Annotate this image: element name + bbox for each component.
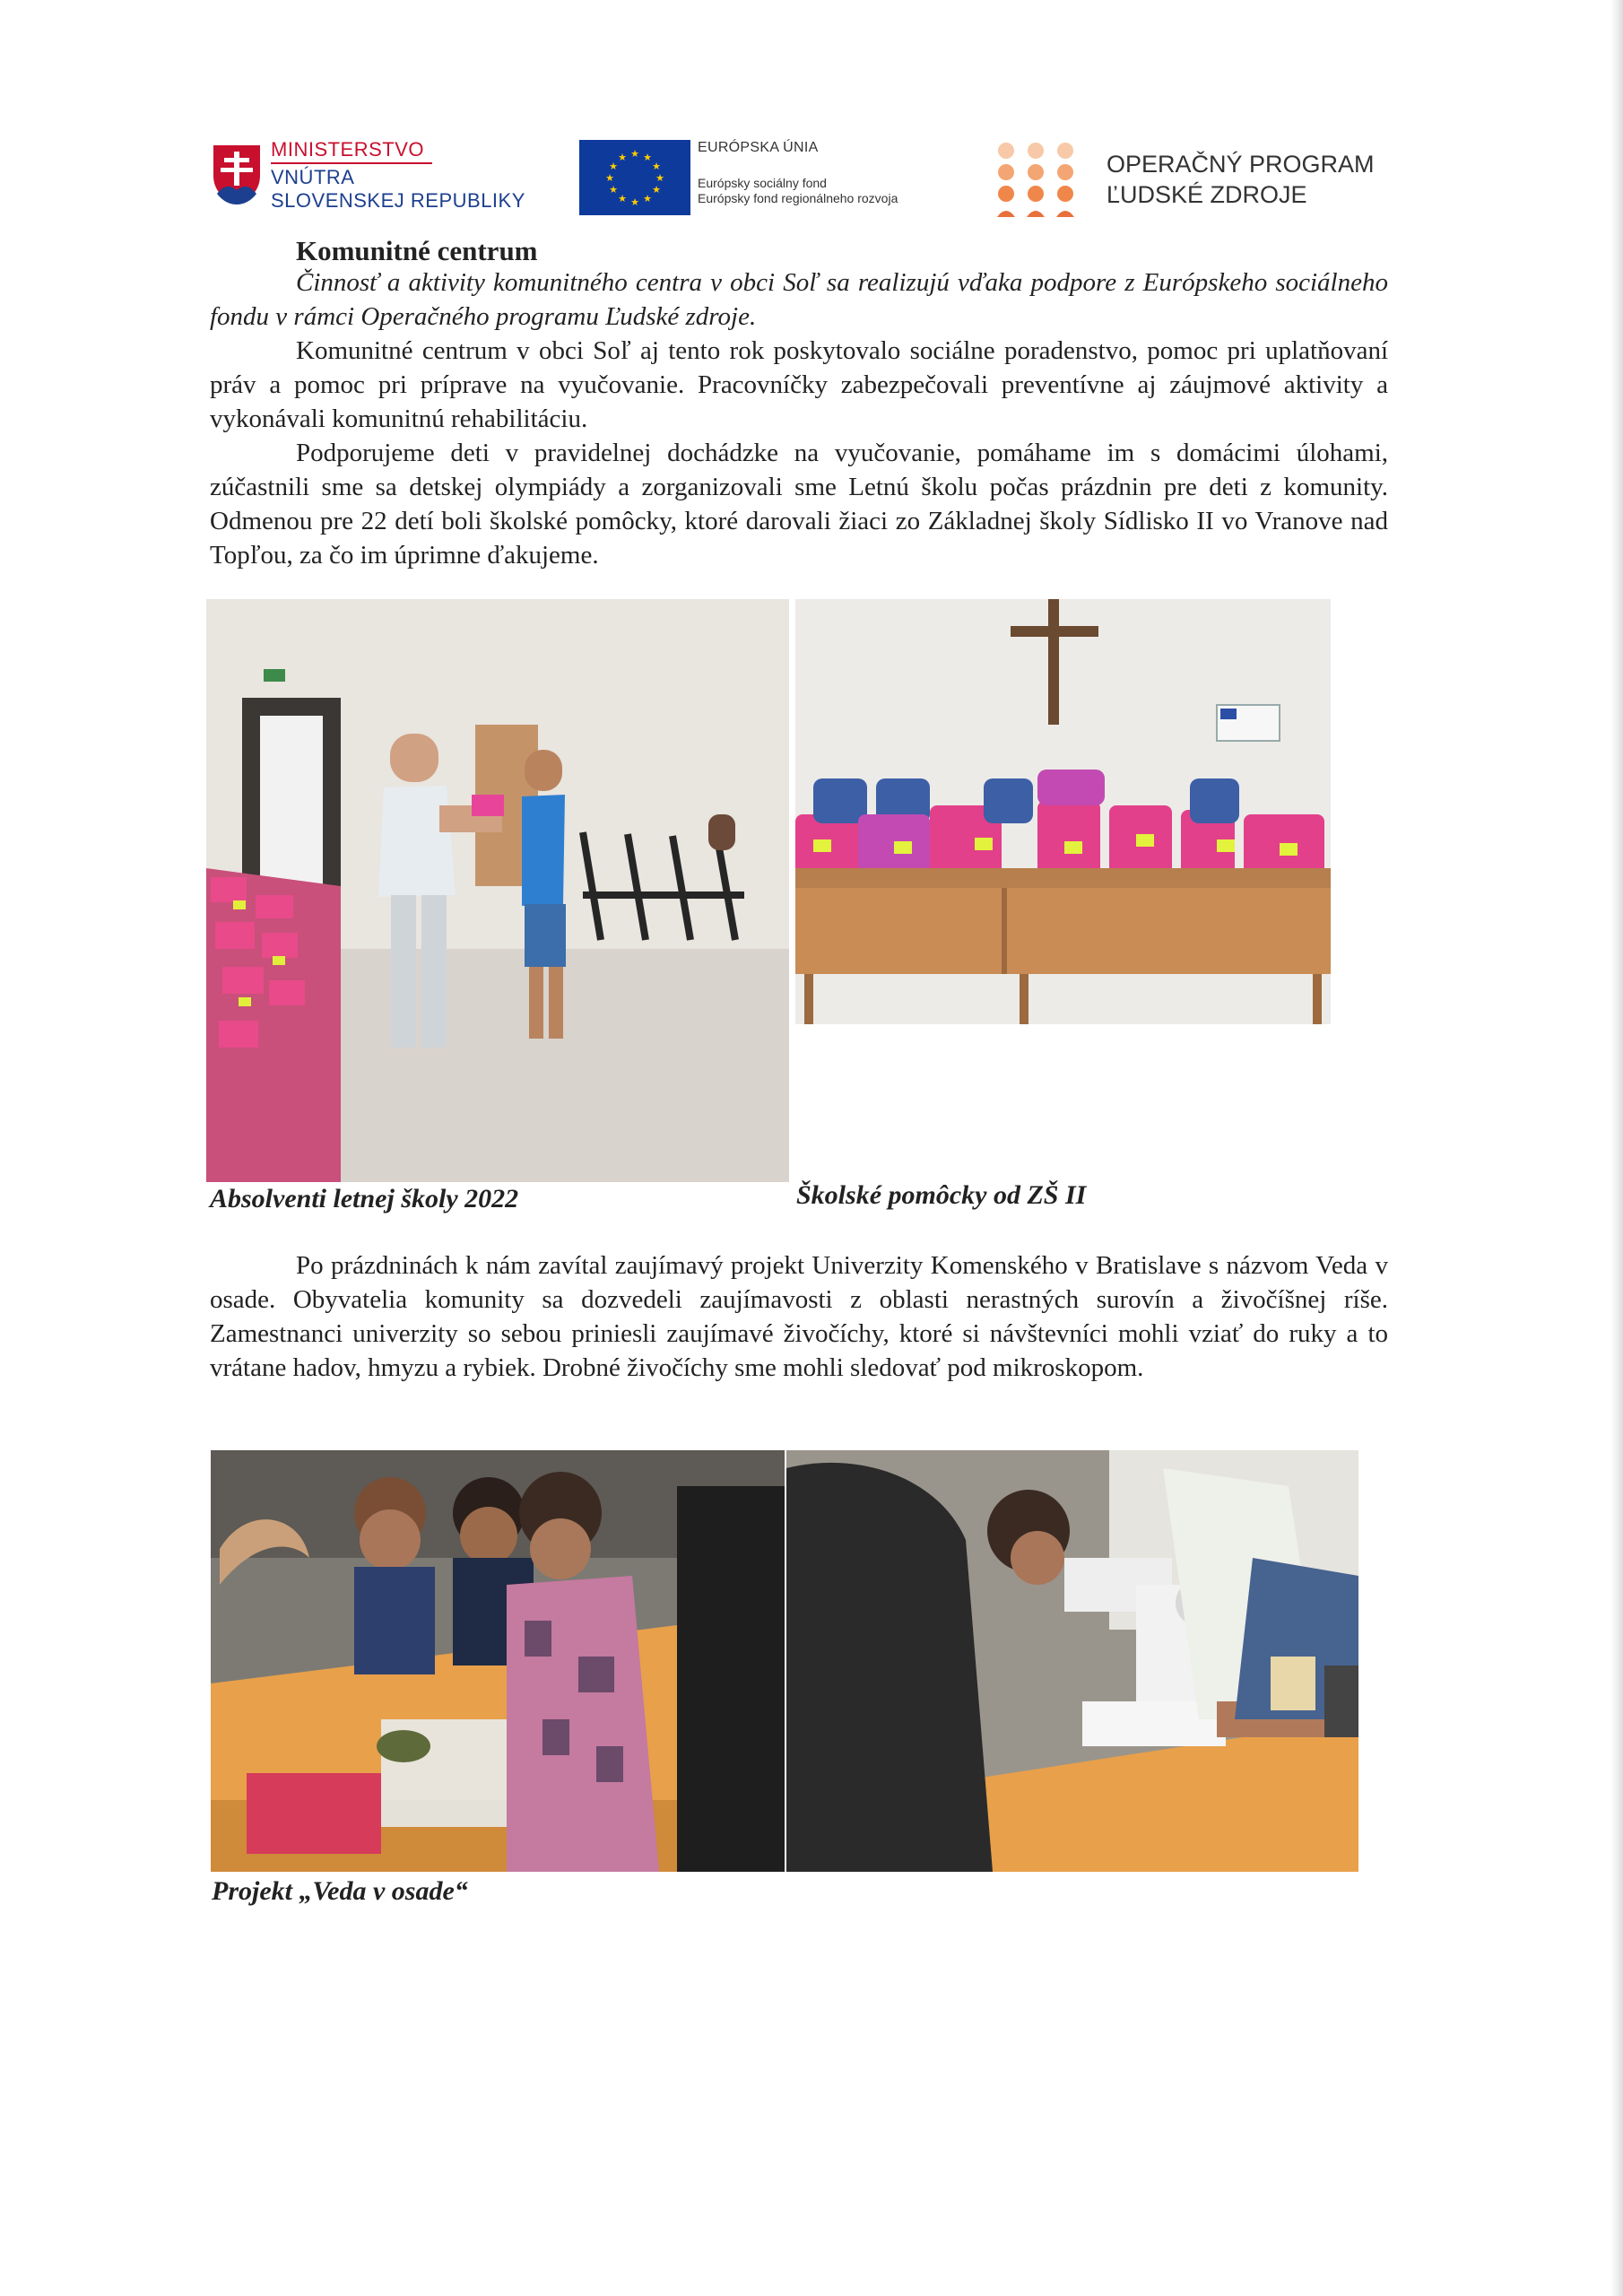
svg-text:★: ★ xyxy=(643,193,652,204)
op-logo xyxy=(995,136,1390,219)
eu-logo xyxy=(579,136,956,219)
ministry-name-line1: MINISTERSTVO xyxy=(271,138,425,161)
science-project-paragraph: Po prázdninách k nám zavítal zaujímavý projekt Univerzity Komenského v Bratislave s názvom Veda v osade. Obyvatelia komunity sa dozvedeli zaujímavosti z oblasti nerastných surovín a živočíšnej ríše. Zamestnanci univerzity so sebou priniesli zaujímavé živočíchy, ktoré si návštevníci mohli vziať do ruky a to vrátane hadov, hmyzu a rybiek. Drobné živočíchy sme mohli sledovať pod mikroskopom. xyxy=(210,1251,1388,1382)
caption-summer-school: Absolventi letnej školy 2022 xyxy=(210,1184,519,1213)
svg-text:★: ★ xyxy=(643,152,652,163)
caption-school-supplies: Školské pomôcky od ZŠ II xyxy=(796,1180,1087,1210)
svg-text:★: ★ xyxy=(652,161,661,172)
eu-fund-esf: Európsky sociálny fond xyxy=(698,176,827,190)
section-heading: Komunitné centrum xyxy=(296,235,538,266)
svg-text:★: ★ xyxy=(618,152,627,163)
svg-text:★: ★ xyxy=(618,193,627,204)
svg-text:★: ★ xyxy=(630,196,639,208)
intro-paragraph: Činnosť a aktivity komunitného centra v obci Soľ sa realizujú vďaka podpore z Európskeho sociálneho fondu v rámci Operačného programu Ľudské zdroje. xyxy=(210,268,1388,331)
ministry-name-line3: SLOVENSKEJ REPUBLIKY xyxy=(271,189,525,212)
eu-title: EURÓPSKA ÚNIA xyxy=(698,140,819,155)
science-project-photo-animals xyxy=(211,1450,785,1872)
school-support-paragraph: Podporujeme deti v pravidelnej dochádzke na vyučovanie, pomáhame im s domácimi úlohami, zúčastnili sme sa detskej olympiády a zorganizovali sme Letnú školu počas prázdnin pre deti z komunity. Odmenou pre 22 detí boli školské pomôcky, ktoré darovali žiaci zo Základnej školy Sídlisko II vo Vranove nad Topľou, za čo im úprimne ďakujeme. xyxy=(210,439,1388,570)
caption-science-project: Projekt „Veda v osade“ xyxy=(212,1876,468,1906)
svg-text:★: ★ xyxy=(605,172,614,184)
eu-fund-erdf: Európsky fond regionálneho rozvoja xyxy=(698,191,898,205)
svg-text:★: ★ xyxy=(609,184,618,196)
school-supplies-photo xyxy=(795,599,1331,1024)
ministry-name-line2: VNÚTRA xyxy=(271,166,355,188)
svg-text:★: ★ xyxy=(652,184,661,196)
svg-text:★: ★ xyxy=(609,161,618,172)
ministry-logo xyxy=(212,136,534,219)
svg-text:★: ★ xyxy=(655,172,664,184)
science-project-photo-microscope xyxy=(786,1450,1358,1872)
services-paragraph: Komunitné centrum v obci Soľ aj tento rok poskytovalo sociálne poradenstvo, pomoc pri uplatňovaní práv a pomoc pri príprave na vyučovanie. Pracovníčky zabezpečovali preventívne aj záujmové aktivity a vykonávali komunitnú rehabilitáciu. xyxy=(210,336,1388,433)
op-name-line1: OPERAČNÝ PROGRAM xyxy=(1107,151,1375,178)
op-dots-logo-icon xyxy=(995,142,1076,217)
summer-school-photo xyxy=(206,599,789,1182)
op-name-line2: ĽUDSKÉ ZDROJE xyxy=(1107,181,1307,208)
slovak-coat-of-arms-icon xyxy=(212,144,262,206)
page-edge-shadow xyxy=(1610,0,1623,2296)
svg-text:★: ★ xyxy=(630,148,639,160)
ministry-divider xyxy=(271,162,432,164)
eu-flag-icon xyxy=(579,140,690,215)
